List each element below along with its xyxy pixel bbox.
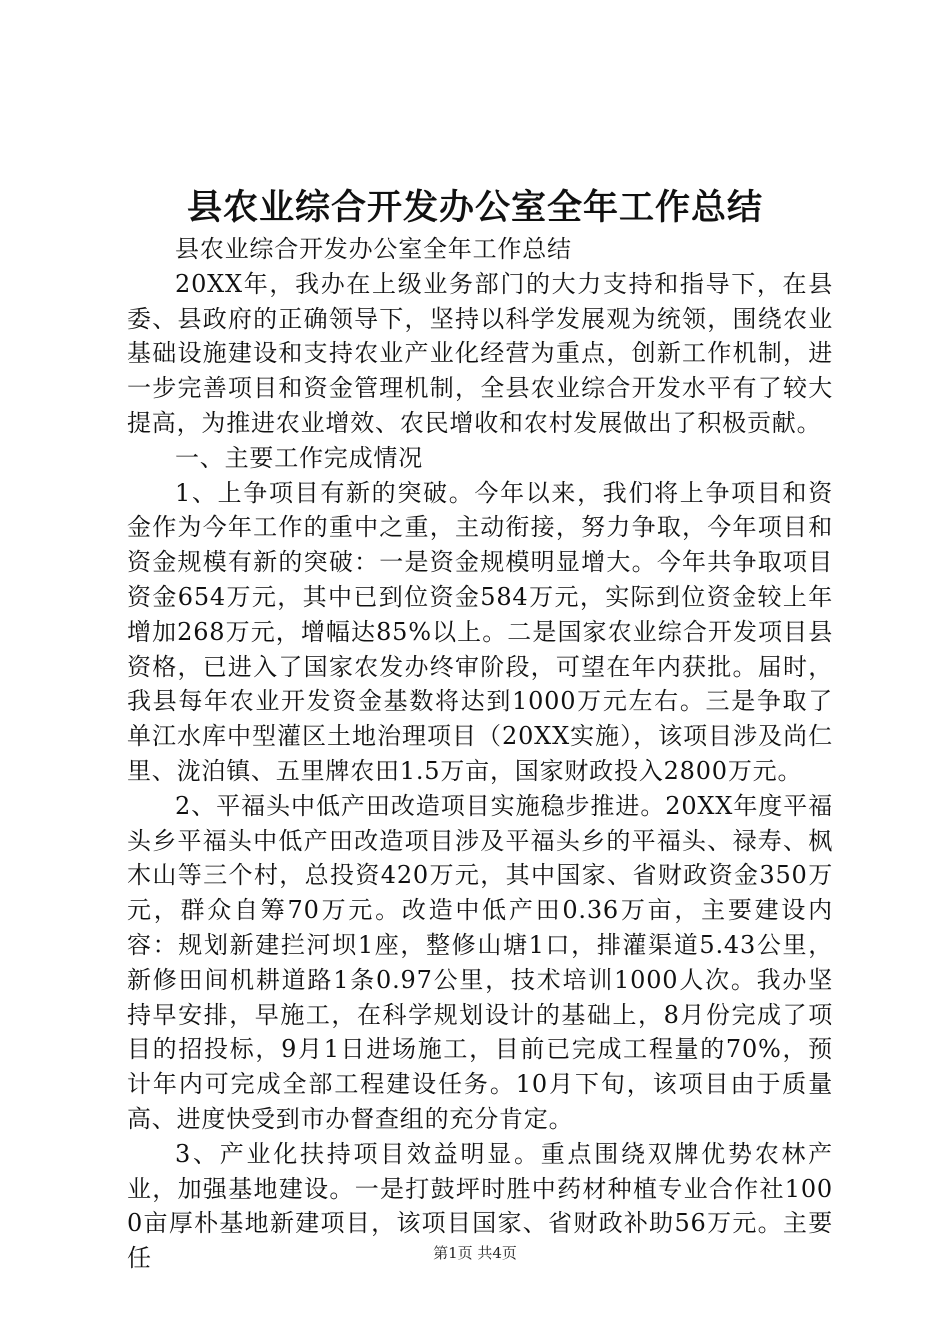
page-footer: 第1页 共4页 bbox=[433, 1244, 517, 1262]
paragraph-item-1: 1、上争项目有新的突破。今年以来，我们将上争项目和资金作为今年工作的重中之重，主动衔接，努力争取，今年项目和资金规模有新的突破：一是资金规模明显增大。今年共争取项目资金654万元，其中已到位资金584万元，实际到位资金较上年增加268万元，增幅达85%以上。二是国家农业综合开发项目县资格，已进入了国家农发办终审阶段，可望在年内获批。届时，我县每年农业开发资金基数将达到1000万元左右。三是争取了单江水库中型灌区土地治理项目（20XX实施），该项目涉及尚仁里、泷泊镇、五里牌农田1.5万亩，国家财政投入2800万元。 bbox=[127, 478, 833, 785]
document-body bbox=[127, 232, 833, 1276]
document-title: 县农业综合开发办公室全年工作总结 bbox=[186, 187, 763, 228]
paragraph-item-3: 3、产业化扶持项目效益明显。重点围绕双牌优势农林产业，加强基地建设。一是打鼓坪时胜中药材种植专业合作社1000亩厚朴基地新建项目，该项目国家、省财政补助56万元。主要任 bbox=[127, 1139, 833, 1273]
section-heading: 一、主要工作完成情况 bbox=[175, 443, 423, 472]
paragraph-item-2: 2、平福头中低产田改造项目实施稳步推进。20XX年度平福头乡平福头中低产田改造项目涉及平福头乡的平福头、禄寿、枫木山等三个村，总投资420万元，其中国家、省财政资金350万元，群众自筹70万元。改造中低产田0.36万亩，主要建设内容：规划新建拦河坝1座，整修山塘1口，排灌渠道5.43公里，新修田间机耕道路1条0.97公里，技术培训1000人次。我办坚持早安排，早施工，在科学规划设计的基础上，8月份完成了项目的招投标，9月1日进场施工，目前已完成工程量的70%，预计年内可完成全部工程建设任务。10月下旬，该项目由于质量高、进度快受到市办督查组的充分肯定。 bbox=[127, 791, 833, 1133]
paragraph-intro: 20XX年，我办在上级业务部门的大力支持和指导下，在县委、县政府的正确领导下，坚持以科学发展观为统领，围绕农业基础设施建设和支持农业产业化经营为重点，创新工作机制，进一步完善项目和资金管理机制，全县农业综合开发水平有了较大提高，为推进农业增效、农民增收和农村发展做出了积极贡献。 bbox=[127, 269, 833, 437]
paragraph-heading-repeat: 县农业综合开发办公室全年工作总结 bbox=[175, 235, 572, 263]
